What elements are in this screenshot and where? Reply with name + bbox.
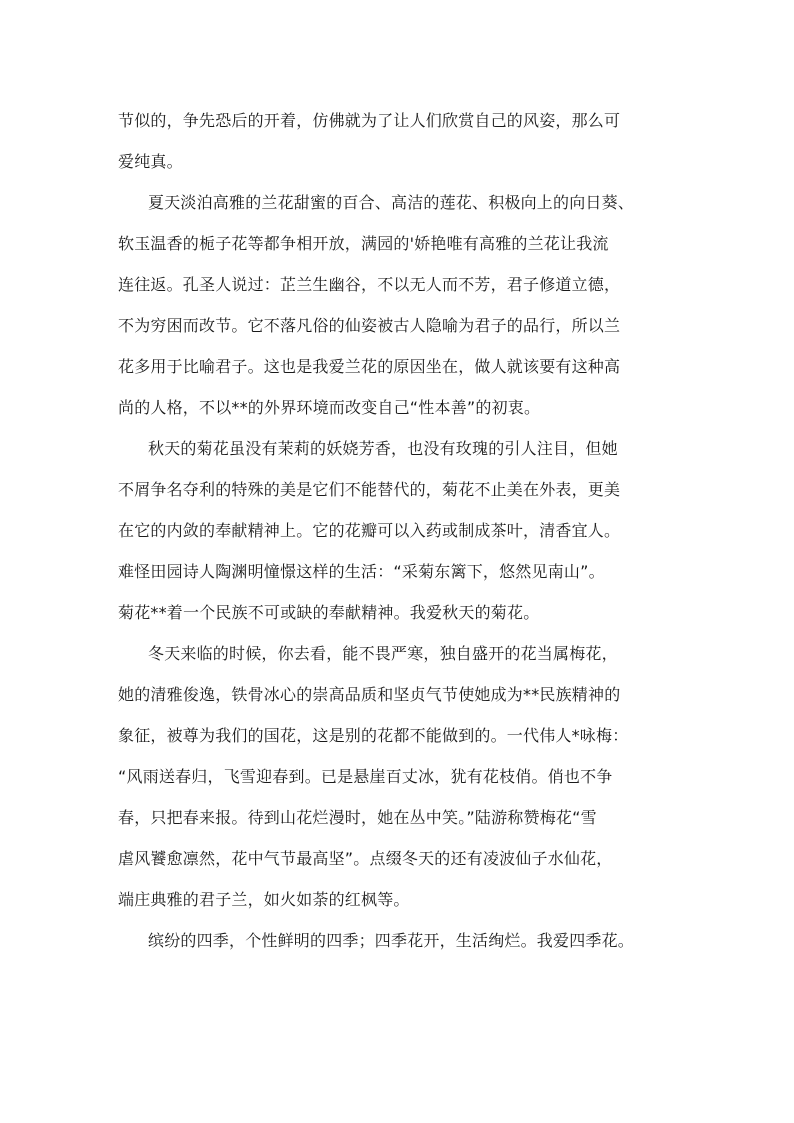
text-line: 菊花**着一个民族不可或缺的奉献精神。我爱秋天的菊花。	[118, 603, 540, 622]
text-line: 她的清雅俊逸，铁骨冰心的崇高品质和坚贞气节使她成为**民族精神的	[118, 685, 621, 704]
paragraph-first-line: 夏天淡泊高雅的兰花甜蜜的百合、高洁的莲花、积极向上的向日葵、	[148, 193, 635, 212]
text-line: 节似的，争先恐后的开着，仿佛就为了让人们欣赏自己的风姿，那么可	[118, 111, 621, 130]
text-line: 象征，被尊为我们的国花，这是别的花都不能做到的。一代伟人*咏梅：	[118, 726, 629, 745]
text-line: 连往返。孔圣人说过：芷兰生幽谷，不以无人而不芳，君子修道立德，	[118, 275, 621, 294]
text-line: 软玉温香的栀子花等都争相开放，满园的'娇艳唯有高雅的兰花让我流	[118, 234, 609, 253]
text-line: 爱纯真。	[118, 152, 183, 171]
text-line: 端庄典雅的君子兰，如火如荼的红枫等。	[118, 890, 410, 909]
text-line: 尚的人格，不以**的外界环境而改变自己“性本善”的初衷。	[118, 398, 541, 417]
text-line: 不屑争名夺利的特殊的美是它们不能替代的，菊花不止美在外表，更美	[118, 480, 621, 499]
text-line: 在它的内敛的奉献精神上。它的花瓣可以入药或制成茶叶，清香宜人。	[118, 521, 621, 540]
text-line: 花多用于比喻君子。这也是我爱兰花的原因坐在，做人就该要有这种高	[118, 357, 621, 376]
text-line: 难怪田园诗人陶渊明憧憬这样的生活：“采菊东篱下，悠然见南山”。	[118, 562, 605, 581]
text-line: 不为穷困而改节。它不落凡俗的仙姿被古人隐喻为君子的品行，所以兰	[118, 316, 621, 335]
text-line: 春，只把春来报。待到山花烂漫时，她在丛中笑。”陆游称赞梅花“雪	[118, 808, 597, 827]
document-body	[118, 100, 678, 961]
paragraph-first-line: 冬天来临的时候，你去看，能不畏严寒，独自盛开的花当属梅花，	[148, 644, 618, 663]
text-line: “风雨送春归，飞雪迎春到。已是悬崖百丈冰，犹有花枝俏。俏也不争	[118, 767, 613, 786]
paragraph-first-line: 缤纷的四季，个性鲜明的四季；四季花开，生活绚烂。我爱四季花。	[148, 931, 635, 950]
paragraph-first-line: 秋天的菊花虽没有茉莉的妖娆芳香，也没有玫瑰的引人注目，但她	[148, 439, 618, 458]
text-line: 虐风饕愈凛然，花中气节最高坚”。点缀冬天的还有凌波仙子水仙花，	[118, 849, 613, 868]
